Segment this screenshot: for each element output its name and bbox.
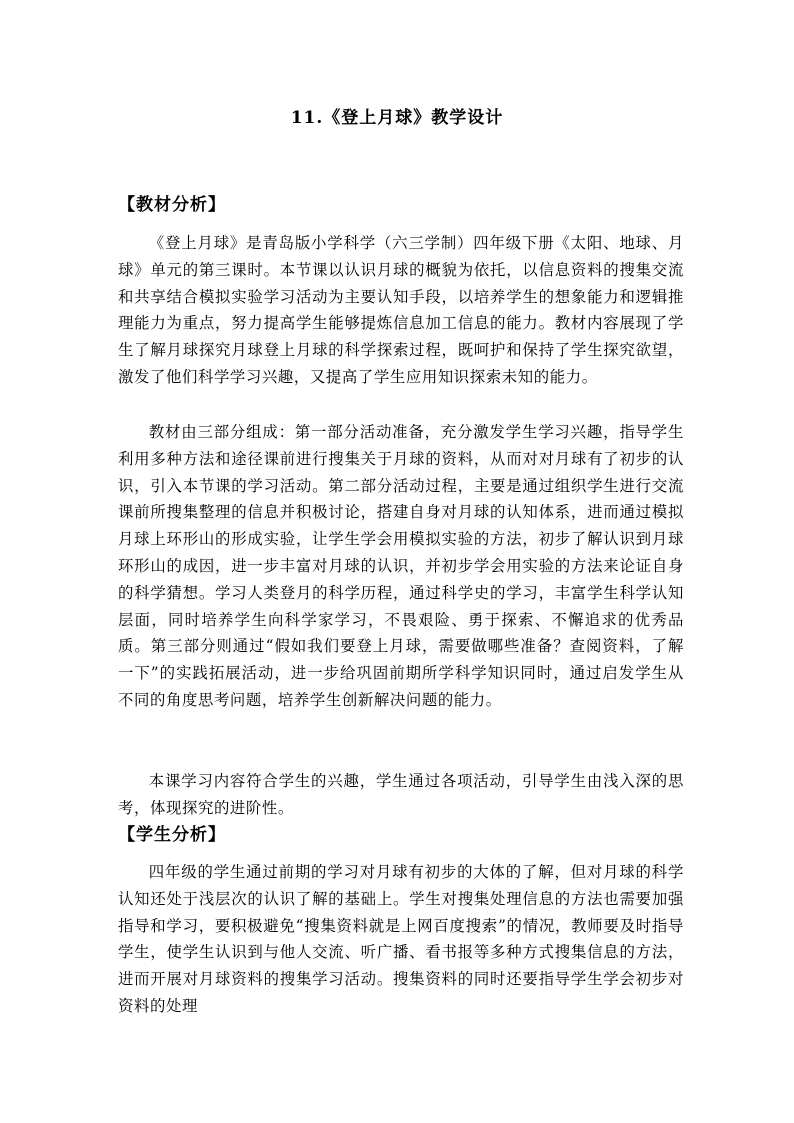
- paragraph-textbook-summary: 本课学习内容符合学生的兴趣，学生通过各项活动，引导学生由浅入深的思考，体现探究的进阶性。: [118, 772, 684, 817]
- section-heading-student-analysis: 【学生分析】: [118, 825, 226, 845]
- document-title: 11.《登上月球》教学设计: [290, 108, 504, 128]
- section-heading-textbook-analysis: 【教材分析】: [118, 195, 226, 215]
- paragraph-student-analysis: 四年级的学生通过前期的学习对月球有初步的大体的了解，但对月球的科学认知还处于浅层次的认识了解的基础上。学生对搜集处理信息的方法也需要加强指导和学习，要积极避免“搜集资料就是上网百度搜索”的情况，教师要及时指导学生，使学生认识到与他人交流、听广播、看书报等多种方式搜集信息的方法，进而开展对月球资料的搜集学习活动。搜集资料的同时还要指导学生学会初步对资料的处理: [118, 863, 684, 1015]
- paragraph-textbook-structure: 教材由三部分组成：第一部分活动准备，充分激发学生学习兴趣，指导学生利用多种方法和途径课前进行搜集关于月球的资料，从而对对月球有了初步的认识，引入本节课的学习活动。第二部分活动过程，主要是通过组织学生进行交流课前所搜集整理的信息并积极讨论，搭建自身对月球的认知体系，进而通过模拟月球上环形山的形成实验，让学生学会用模拟实验的方法，初步了解认识到月球环形山的成因，进一步丰富对月球的认识，并初步学会用实验的方法来论证自身的科学猜想。学习人类登月的科学历程，通过科学史的学习，丰富学生科学认知层面，同时培养学生向科学家学习，不畏艰险、勇于探索、不懈追求的优秀品质。第三部分则通过“假如我们要登上月球，需要做哪些准备？查阅资料，了解一下”的实践拓展活动，进一步给巩固前期所学科学知识同时，通过启发学生从不同的角度思考问题，培养学生创新解决问题的能力。: [118, 423, 684, 709]
- paragraph-textbook-intro: 《登上月球》是青岛版小学科学（六三学制）四年级下册《太阳、地球、月球》单元的第三课时。本节课以认识月球的概貌为依托，以信息资料的搜集交流和共享结合模拟实验学习活动为主要认知手段，以培养学生的想象能力和逻辑推理能力为重点，努力提高学生能够提炼信息加工信息的能力。教材内容展现了学生了解月球探究月球登上月球的科学探索过程，既呵护和保持了学生探究欲望，激发了他们科学学习兴趣，又提高了学生应用知识探索未知的能力。: [118, 234, 684, 386]
